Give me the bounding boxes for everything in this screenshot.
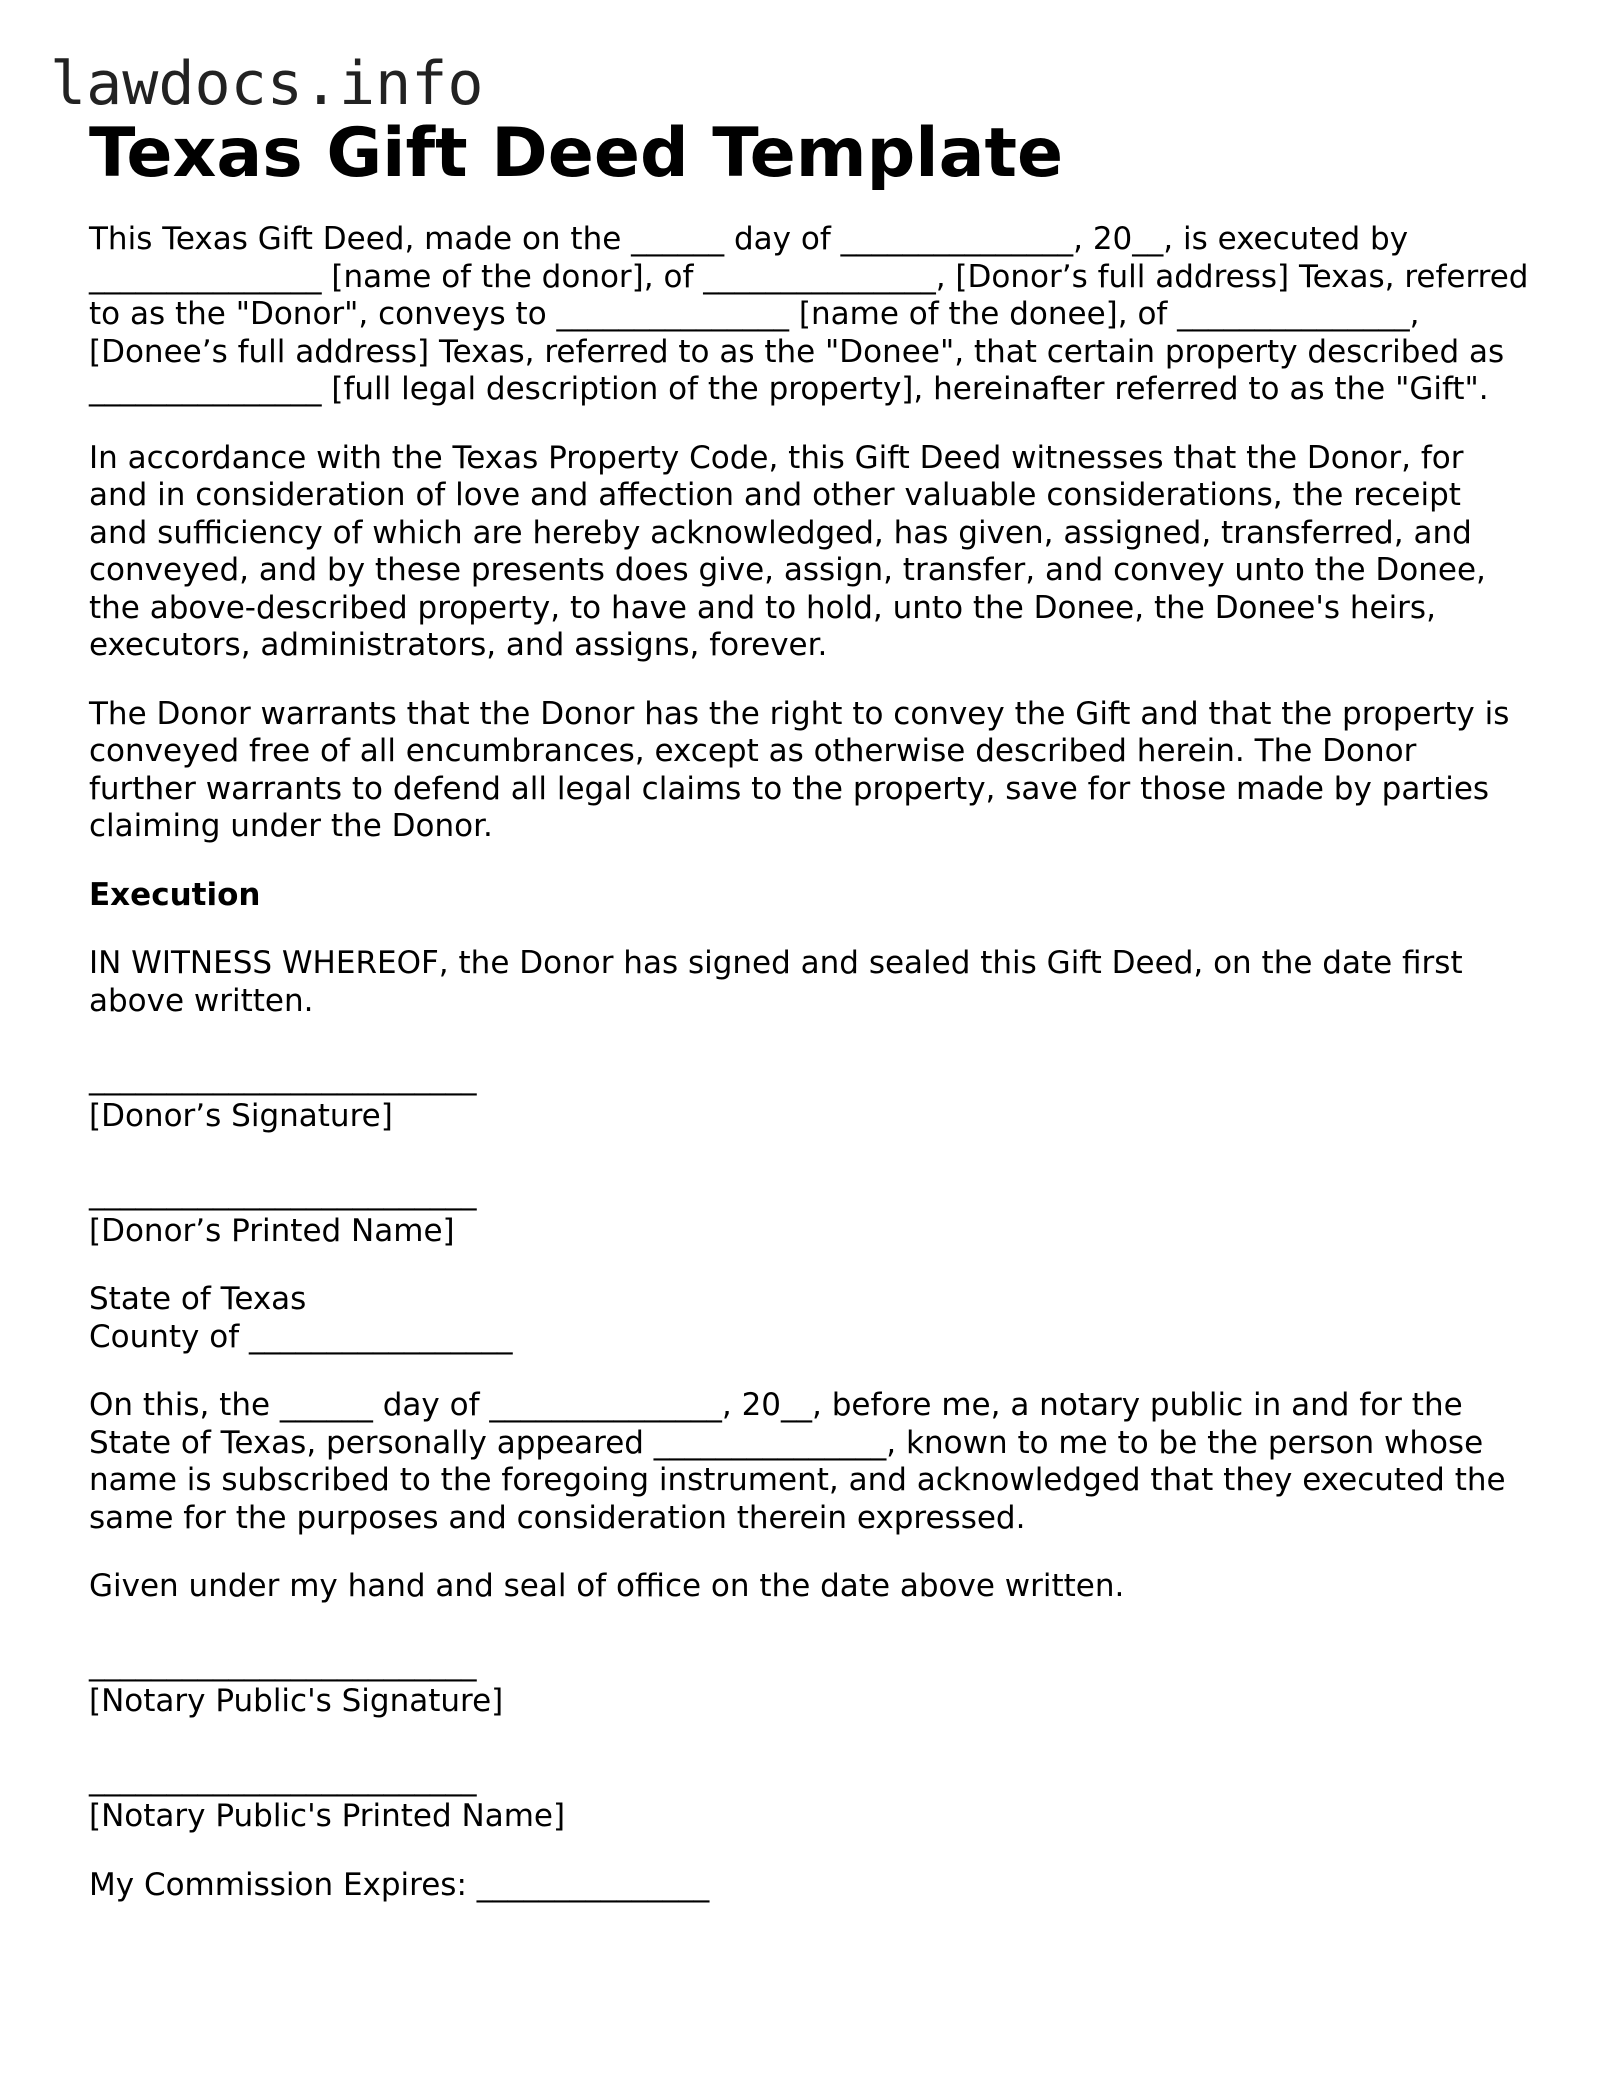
warranty-paragraph: The Donor warrants that the Donor has the right to convey the Gift and that the property is conveyed free of all encumbrances, except as otherwise described herein. The Donor further warrants to defend all legal claims to the property, save for those made by parties claiming under the Donor. (89, 695, 1510, 844)
notary-state: State of Texas (89, 1281, 307, 1317)
witness-paragraph: IN WITNESS WHEREOF, the Donor has signed and sealed this Gift Deed, on the date first above written. (89, 945, 1463, 1019)
notary-signature-label: [Notary Public's Signature] (89, 1683, 504, 1719)
accordance-paragraph: In accordance with the Texas Property Code, this Gift Deed witnesses that the Donor, for and in consideration of love and affection and other valuable considerations, the receipt and sufficiency of which are hereby acknowledged, has given, assigned, transferred, and conveyed, and by these presents does give, assign, transfer, and convey unto the Donee, the above-described property, to have and to hold, unto the Donee, the Donee's heirs, executors, administrators, and assigns, forever. (89, 439, 1486, 663)
notary-county: County of _________________ (89, 1318, 513, 1355)
notary-printed-name-line: _________________________ (89, 1760, 477, 1797)
donor-printed-name-label: [Donor’s Printed Name] (89, 1212, 455, 1249)
document-body (89, 112, 1529, 1904)
notary-printed-name-label: [Notary Public's Printed Name] (89, 1798, 566, 1834)
document-title: Texas Gift Deed Template (89, 114, 1064, 193)
execution-heading: Execution (89, 876, 261, 913)
notary-signature-line: _________________________ (89, 1645, 477, 1682)
donor-printed-name-line: _________________________ (89, 1175, 477, 1211)
donor-signature-label: [Donor’s Signature] (89, 1097, 393, 1134)
notary-acknowledgment: On this, the ______ day of _______________, 20__, before me, a notary public in and for the State of Texas, personally appeared _______________, known to me to be the person whose name is subscribed to the foregoing instrument, and acknowledged that they executed the same for the purposes and consideration therein expressed. (89, 1387, 1506, 1536)
donor-signature-line: _________________________ (89, 1060, 477, 1096)
commission-expires: My Commission Expires: _______________ (89, 1866, 710, 1903)
notary-given-statement: Given under my hand and seal of office on the date above written. (89, 1568, 1125, 1604)
intro-paragraph: This Texas Gift Deed, made on the ______ day of _______________, 20__, is executed by _______________ [name of the donor], of _______________, [Donor’s full address] Texas, referred to as the "Donor", conveys to _______________ [name of the donee], of _______________, [Donee’s full address] Texas, referred to as the "Donee", that certain property described as _______________ [full legal description of the property], hereinafter referred to as the "Gift". (89, 221, 1529, 407)
site-watermark: lawdocs.info (50, 49, 484, 119)
